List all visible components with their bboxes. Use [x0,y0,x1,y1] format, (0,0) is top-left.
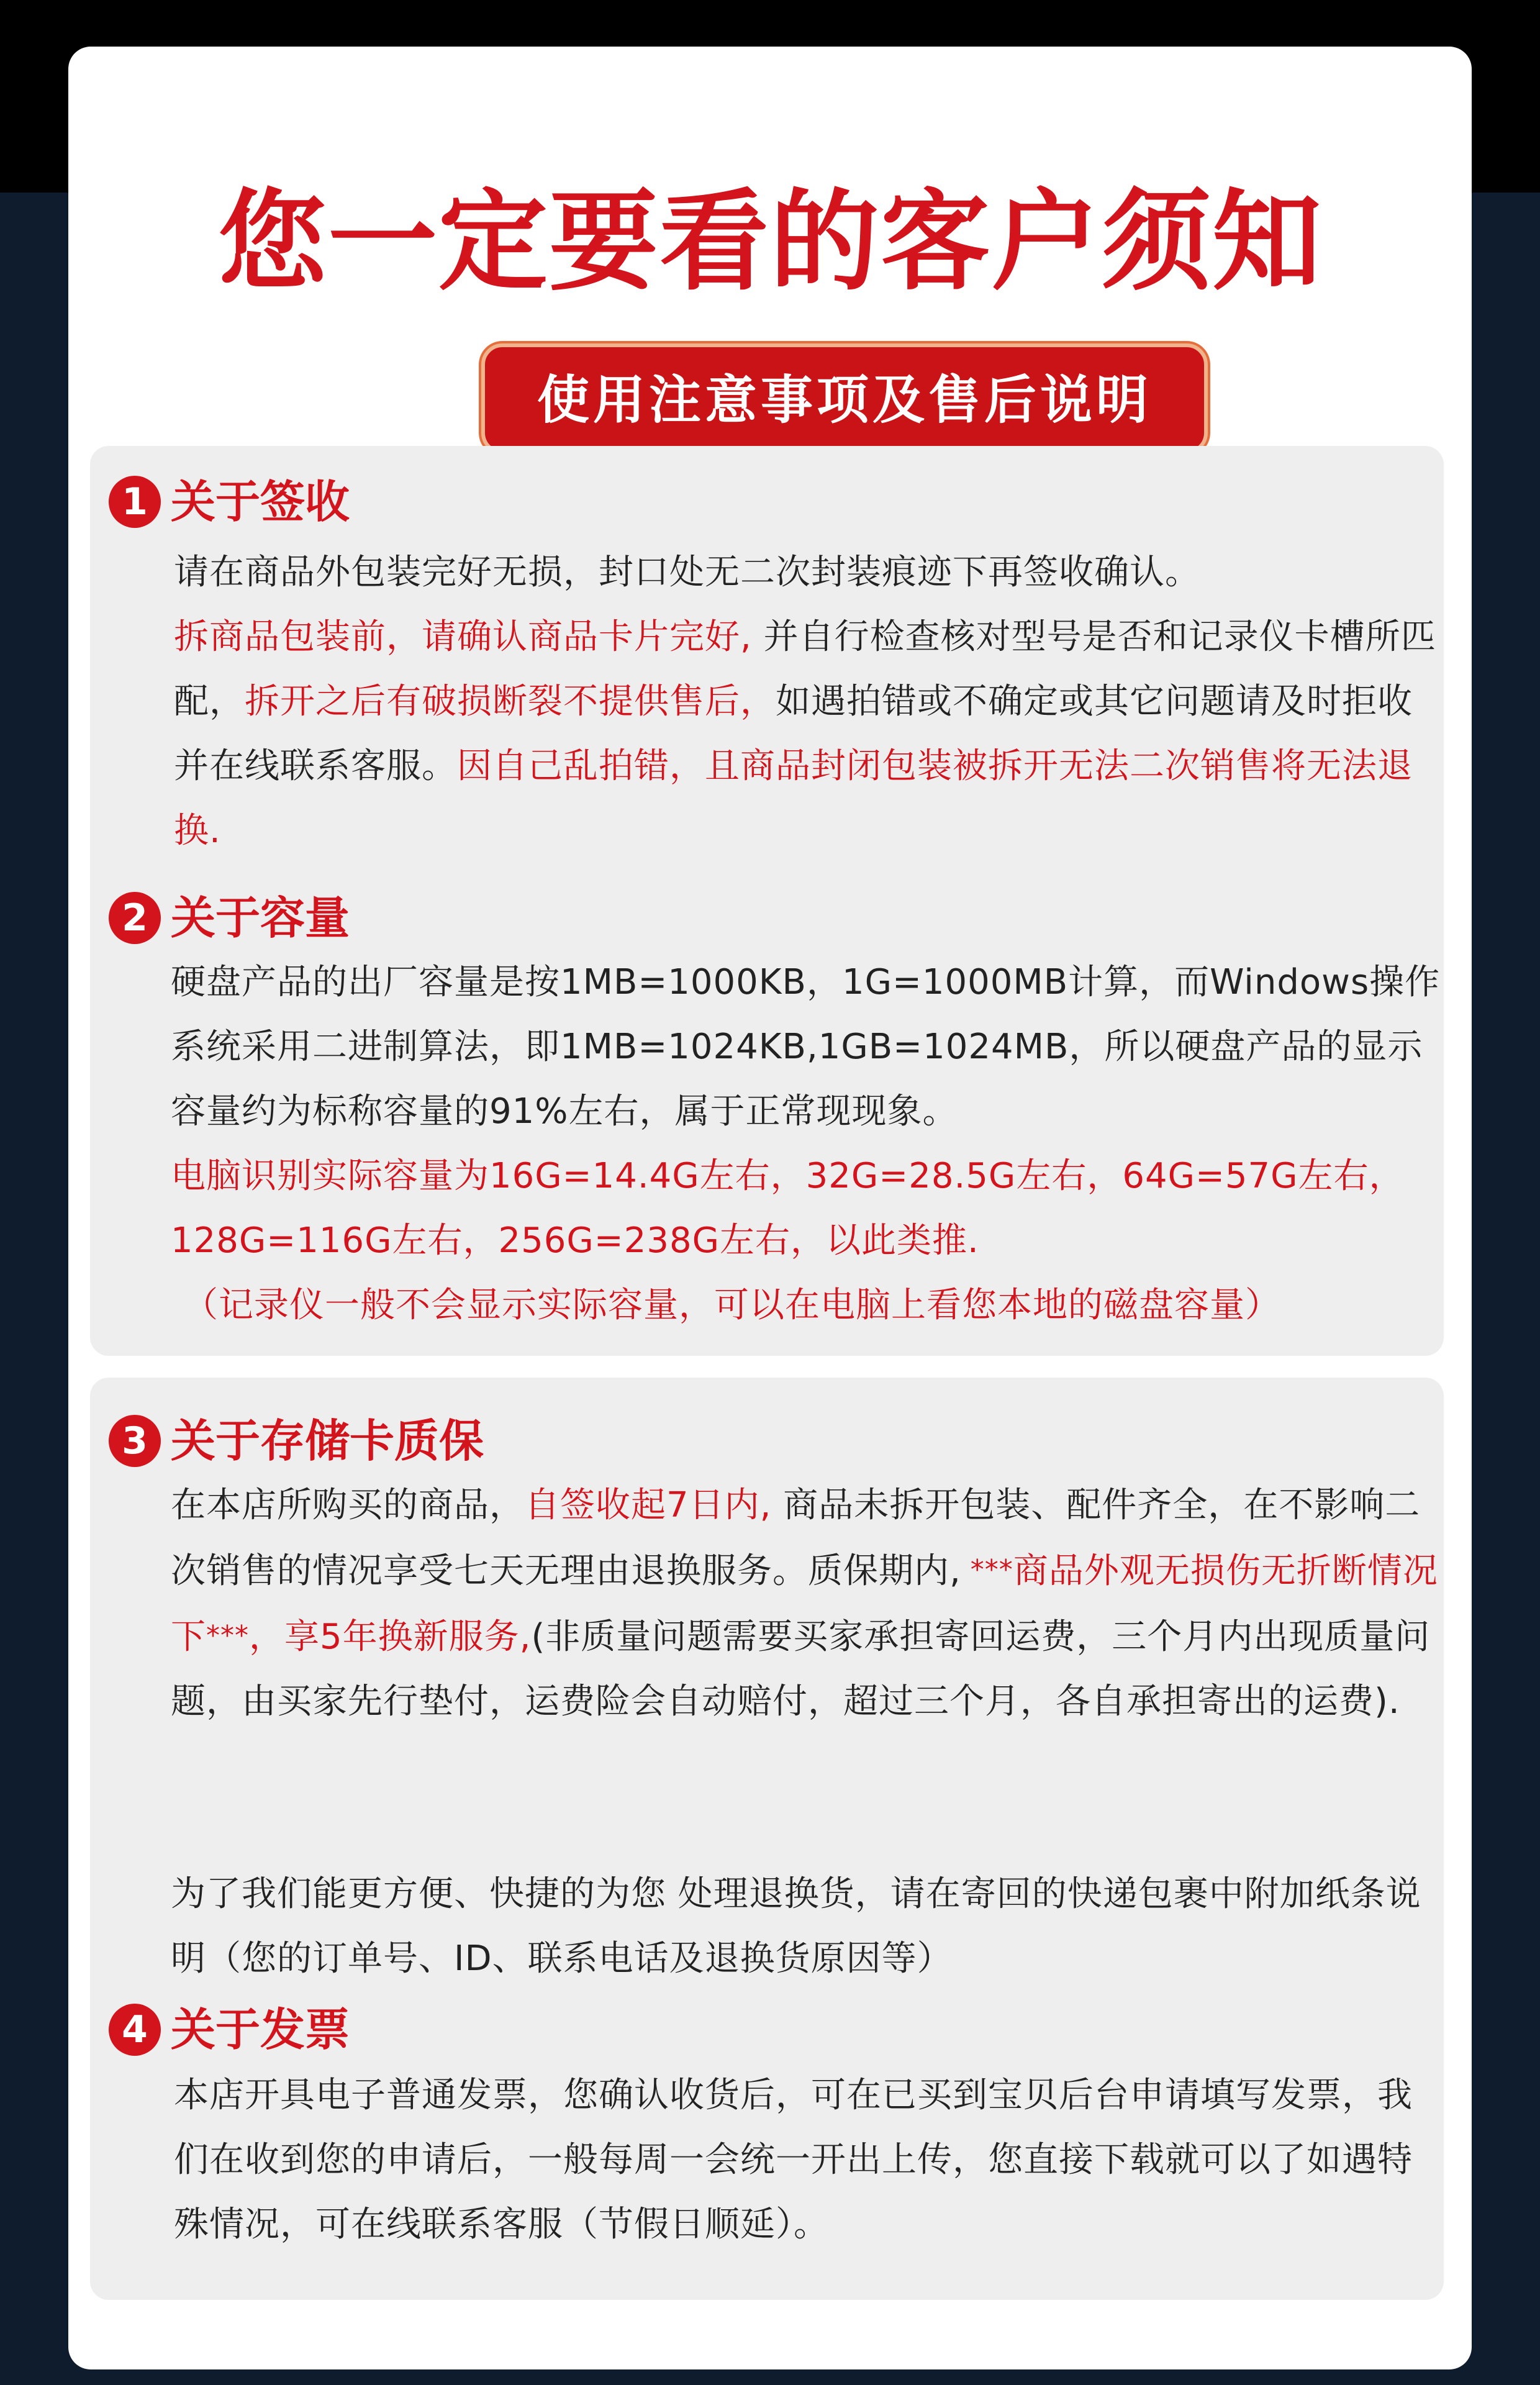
section-3-text-3: (非质量问题需要买家承担寄回运费，三个月内出现质量问题，由买家先行垫付，运费险会自动赔付，超过三个月，各自承担寄出的运费). [171,1617,1431,1722]
section-2-note: （记录仪一般不会显示实际容量，可以在电脑上看您本地的磁盘容量） [183,1285,1280,1325]
section-3-text-1: 在本店所购买的商品， [171,1485,525,1525]
page-title: 您一定要看的客户须知 [217,178,1323,306]
section-3-header [109,1410,484,1472]
section-3-red-text-1: 自签收起7日内, [525,1485,772,1525]
subtitle-badge [481,343,1208,454]
section-4-number-badge: 4 [109,2004,161,2056]
section-1-red-text-1: 拆商品包装前，请确认商品卡片完好, [174,617,752,657]
section-1-paragraph-2 [174,605,1447,863]
section-3-stars-2: *** [206,1620,249,1651]
section-1-title: 关于签收 [171,476,350,528]
section-1-red-text-2: 拆开之后有破损断裂不提供售后， [245,681,776,722]
section-2-paragraph-1: 硬盘产品的出厂容量是按1MB=1000KB，1G=1000MB计算，而Windows操作系统采用二进制算法，即1MB=1024KB,1GB=1024MB，所以硬盘产品的显示容量约为标称容量的91%左右，属于正常现现象。 [171,962,1441,1132]
section-2-paragraph-2: 电脑识别实际容量为16G=14.4G左右，32G=28.5G左右，64G=57G左右，128G=116G左右，256G=238G左右，以此类推. [171,1156,1405,1261]
section-1-number-badge: 1 [109,476,161,528]
section-2-title: 关于容量 [171,892,350,944]
section-3-paragraph-1 [171,1473,1444,1734]
section-1-header [109,471,350,533]
section-3-text-2: 商品未拆开包装、配件齐全，在不影响二次销售的情况享受七天无理由退换服务。质保期内, [171,1485,1421,1591]
section-3-number-badge: 3 [109,1415,161,1467]
section-3-stars-1: *** [961,1554,1013,1586]
section-4-header [109,1999,350,2061]
section-1-red-text-3: 因自己乱拍错，且商品封闭包装被拆开无法二次销售将无法退换. [174,746,1413,851]
subtitle-text: 使用注意事项及售后说明 [537,370,1152,430]
notice-panel-2 [90,1378,1444,2300]
section-1-text-1: 并自行检查核对型号是否和记录仪卡槽所匹配， [174,617,1436,722]
section-1-paragraph-1: 请在商品外包装完好无损，封口处无二次封装痕迹下再签收确认。 [174,552,1200,593]
section-4-paragraph-1: 本店开具电子普通发票，您确认收货后，可在已买到宝贝后台申请填写发票，我们在收到您的申请后，一般每周一会统一开出上传，您直接下载就可以了如遇特殊情况，可在线联系客服（节假日顺延）。 [174,2075,1413,2245]
section-2-header [109,887,350,949]
section-3-red-text-2: 商品外观无损伤无折断情况下 [171,1551,1438,1657]
section-3-title: 关于存储卡质保 [171,1415,484,1467]
section-3-paragraph-2: 为了我们能更方便、快捷的为您 处理退换货，请在寄回的快递包裹中附加纸条说明（您的订单号、ID、联系电话及退换货原因等） [171,1874,1421,1979]
section-2-number-badge: 2 [109,892,161,944]
notice-panel-1 [90,446,1444,1356]
section-1-text-2: 如遇拍错或不确定或其它问题请及时拒收并在线联系客服。 [174,681,1413,786]
section-4-title: 关于发票 [171,2004,350,2056]
section-3-red-text-3: ，享5年换新服务, [249,1617,532,1657]
